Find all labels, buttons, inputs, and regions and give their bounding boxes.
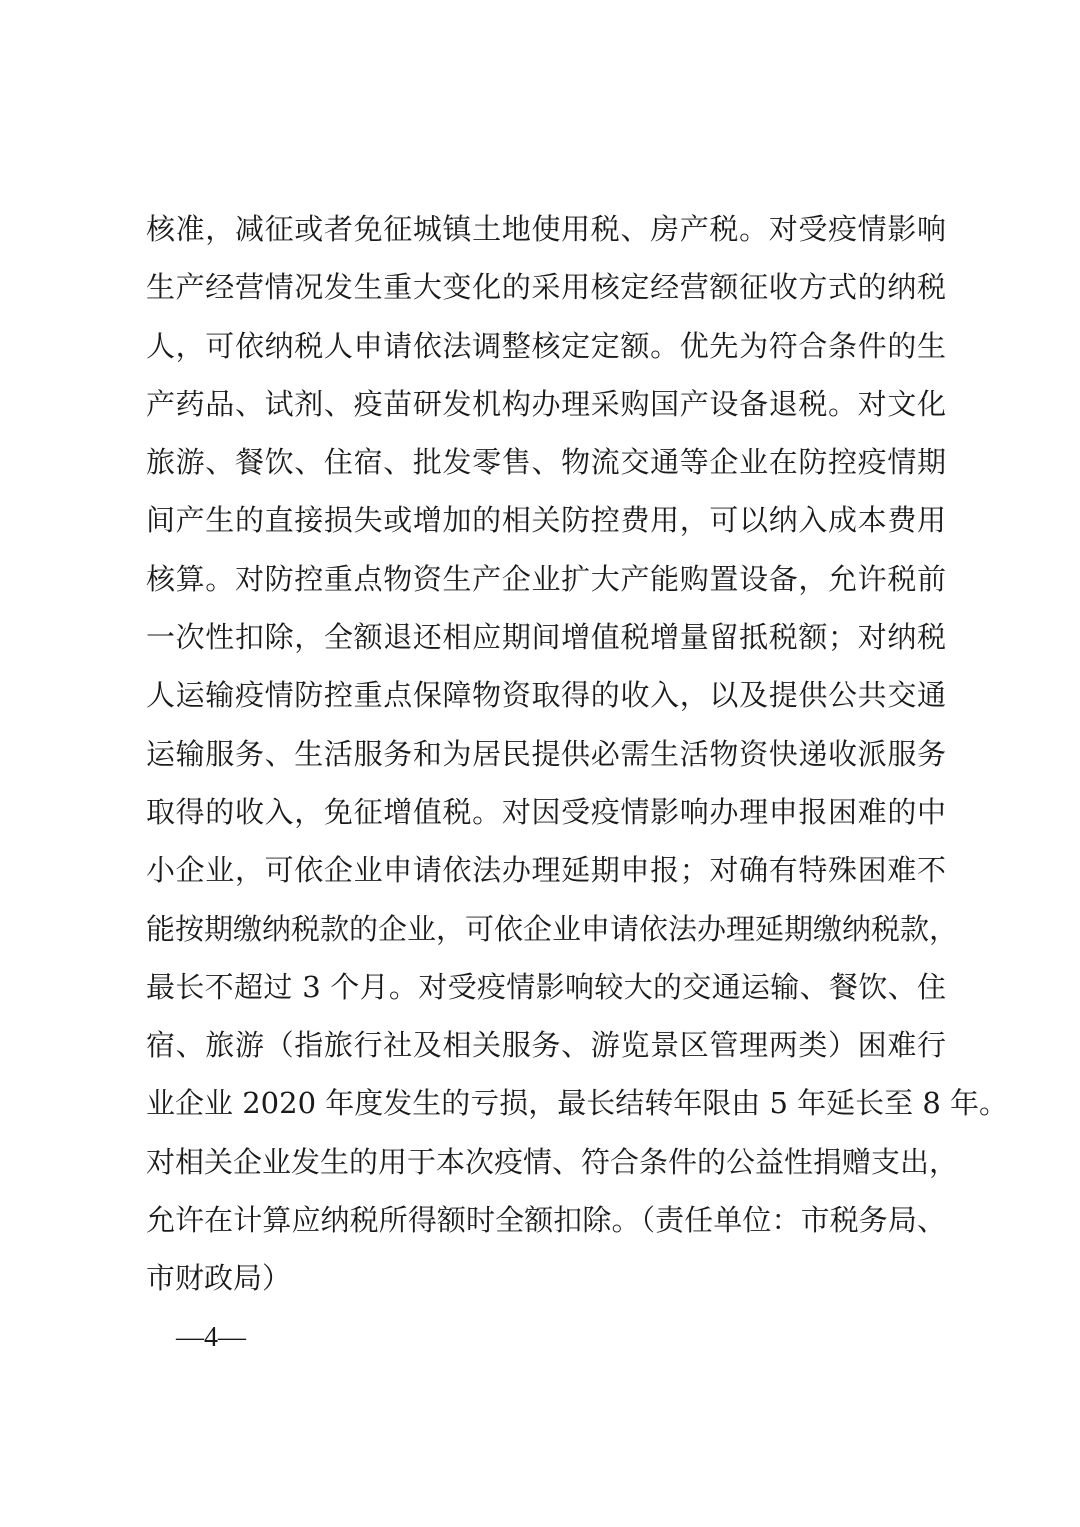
text-line: 产药品、试剂、疫苗研发机构办理采购国产设备退税。对文化 <box>146 386 946 421</box>
text-line: 取得的收入，免征增值税。对因受疫情影响办理申报困难的中 <box>146 794 946 829</box>
text-line: 核算。对防控重点物资生产企业扩大产能购置设备，允许税前 <box>146 561 946 596</box>
page-number: —4— <box>176 1322 246 1353</box>
text-line: 生产经营情况发生重大变化的采用核定经营额征收方式的纳税 <box>146 270 946 305</box>
text-line: 对相关企业发生的用于本次疫情、符合条件的公益性捐赠支出， <box>146 1144 959 1179</box>
text-line: 最长不超过 3 个月。对受疫情影响较大的交通运输、餐饮、住 <box>146 969 946 1004</box>
text-line: 小企业，可依企业申请依法办理延期申报；对确有特殊困难不 <box>146 853 946 888</box>
text-line: 核准，减征或者免征城镇土地使用税、房产税。对受疫情影响 <box>146 212 946 246</box>
body-paragraph <box>146 200 1009 1308</box>
text-line: 业企业 2020 年度发生的亏损，最长结转年限由 5 年延长至 8 年。 <box>146 1086 1009 1121</box>
text-line: 人，可依纳税人申请依法调整核定定额。优先为符合条件的生 <box>146 328 946 363</box>
text-line: 间产生的直接损失或增加的相关防控费用，可以纳入成本费用 <box>146 503 946 538</box>
text-line: 人运输疫情防控重点保障物资取得的收入，以及提供公共交通 <box>146 678 946 713</box>
text-line: 能按期缴纳税款的企业，可依企业申请依法办理延期缴纳税款， <box>146 911 959 946</box>
text-line: 允许在计算应纳税所得额时全额扣除。（责任单位：市税务局、 <box>146 1203 946 1238</box>
text-line: 宿、旅游（指旅行社及相关服务、游览景区管理两类）困难行 <box>146 1028 946 1063</box>
text-line: 旅游、餐饮、住宿、批发零售、物流交通等企业在防控疫情期 <box>146 445 946 480</box>
text-line: 一次性扣除，全额退还相应期间增值税增量留抵税额；对纳税 <box>146 620 946 655</box>
text-line: 市财政局） <box>146 1261 292 1296</box>
text-line: 运输服务、生活服务和为居民提供必需生活物资快递收派服务 <box>146 736 946 771</box>
